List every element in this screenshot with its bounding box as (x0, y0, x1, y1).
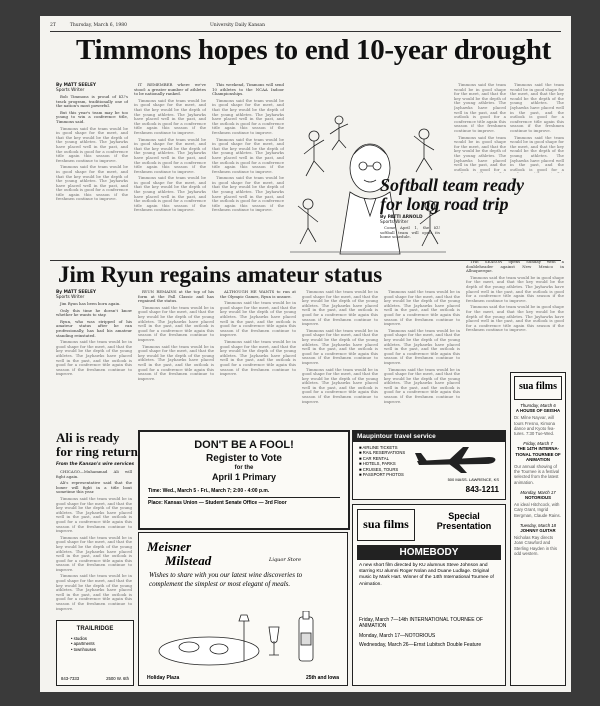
newspaper-page (40, 16, 571, 692)
voter-ad-place: Place: Kansas Union — Student Senate Office — 3rd Floor (148, 497, 340, 506)
ali-byline: From the Kansan's wire services (56, 462, 135, 467)
page-number: 2T (50, 23, 56, 28)
sua-films-sidebar (510, 372, 566, 686)
schedule-item: Monday, March 17—NOTORIOUS (359, 632, 436, 639)
voter-ad-primary: April 1 Primary (211, 472, 277, 482)
homebody-schedule (359, 617, 499, 649)
meisner-name-1: Meisner (147, 539, 192, 554)
ali-headline-2: for ring return (56, 444, 138, 459)
ryun-column-4: Timmons said the team would be in good shape for the meet, and that the key would be the depth of the young athletes. The Jayhawks have placed well in the past, and the outlook is good for a conference title again this season if the freshmen continue to improve. Timmons said the team would be in good shape for the meet, and that the key would be the depth of the young athletes. The Jayhawks have placed well in the past, and the outlook is good for a conference title again this season if the freshmen continue to improve. Timmons said the team would be in good shape for the meet, and that the key would be the depth of the young athletes. The Jayhawks have placed well in the past, and the outlook is good for a conference title again this season if the freshmen continue to improve. (302, 290, 378, 404)
listing-title: THE 14TH INTERNA- (516, 446, 560, 452)
listing-date: Friday, March 7 (523, 441, 553, 447)
listing-date: Tuesday, March 18 (519, 522, 557, 528)
trailridge-item: • townhouses (71, 646, 96, 652)
trailridge-item: • apartments (71, 641, 95, 647)
trailridge-address: 2500 W. 6th (106, 676, 129, 681)
voter-registration-ad (138, 430, 350, 530)
maupintour-address: 500 MASS. LAWRENCE, KS (447, 477, 499, 482)
trailridge-list (71, 636, 133, 652)
softball-headline-1: Softball team ready (380, 175, 524, 195)
ryun-column-5: Timmons said the team would be in good shape for the meet, and that the key would be the depth of the young athletes. The Jayhawks have placed well in the past, and the outlook is good for a conference title again this season if the freshmen continue to improve. Timmons said the team would be in good shape for the meet, and that the key would be the depth of the young athletes. The Jayhawks have placed well in the past, and the outlook is good for a conference title again this season if the freshmen continue to improve. Timmons said the team would be in good shape for the meet, and that the key would be the depth of the young athletes. The Jayhawks have placed well in the past, and the outlook is good for a conference title again this season if the freshmen continue to improve. (384, 290, 460, 404)
listing-note: An ideal Hitchcock, with Cary Grant, Ingrid Bergman, Claude Rains. (514, 502, 561, 518)
maupintour-service: ■ RAIL RESERVATIONS (359, 450, 406, 456)
schedule-item: Wednesday, March 26—Ernst Lubitsch Double Feature (359, 642, 482, 649)
ryun-headline: Jim Ryun regains amateur status (58, 262, 383, 287)
airplane-icon (415, 445, 499, 475)
voter-ad-register: Register to Vote (206, 453, 282, 464)
listing-title: NOTORIOUS (525, 495, 551, 501)
ali-headline-1: Ali is ready (56, 430, 120, 445)
meisner-location-right: 25th and Iowa (305, 675, 339, 681)
sua-sidebar-listings (511, 403, 565, 556)
trailridge-name: TRAILRIDGE (76, 626, 114, 632)
listing-title: A HOUSE OF GEISHA (515, 408, 561, 414)
lead-column-2: IT REMEMBER where we've stood: a greater number of athletes to be nationally ranked. Timmons said the team would be in good shape for the meet, and that the key would be the depth of the young athletes. The Jayhawks have placed well in the past, and the outlook is good for a conference title again this season if the freshmen continue to improve. Timmons said the team would be in good shape for the meet, and that the key would be the depth of the young athletes. The Jayhawks have placed well in the past, and the outlook is good for a conference title again this season if the freshmen continue to improve. Timmons said the team would be in good shape for the meet, and that the key would be the depth of the young athletes. The Jayhawks have placed well in the past, and the outlook is good for a conference title again this season if the freshmen continue to improve. (134, 83, 206, 213)
softball-byline: By PATTI ARNOLD Sports Writer (380, 215, 423, 225)
listing-note: Our annual showing of the Tournee is a festival selected from the latest animation. (514, 464, 560, 485)
sua-homebody-ad (352, 504, 506, 686)
meisner-name-2: Milstead (165, 553, 212, 568)
page-folio (50, 23, 561, 28)
lead-column-1: Bob Timmons is proud of KU's track program, traditionally one of the nation's most powerful. But this year's team may be too young to win a conference title, Timmons said. Timmons said the team would be in good shape for the meet, and that the key would be the depth of the young athletes. The Jayhawks have placed well in the past, and the outlook is good for a conference title again this season if the freshmen continue to improve. Timmons said the team would be in good shape for the meet, and that the key would be the depth of the young athletes. The Jayhawks have placed well in the past, and the outlook is good for a conference title again this season if the freshmen continue to improve. (56, 95, 128, 202)
listing-title: JOHNNY GUITAR (520, 528, 556, 534)
trailridge-phone: 843-7333 (61, 676, 80, 681)
issue-date: Thursday, March 6, 1980 (69, 23, 127, 28)
meisner-subtitle: Liquor Store (269, 557, 302, 563)
ryun-column-1: Jim Ryun has been born again. Only this time he doesn't know whether he wants to stay. Ryun, who was stripped of his amateur status after he ran professionally, has had his amateur standing reinstated. Timmons said the team would be in good shape for the meet, and that the key would be the depth of the young athletes. The Jayhawks have placed well in the past, and the outlook is good for a conference title again this season if the freshmen continue to improve. (56, 302, 132, 377)
meisner-message: Wishes to share with you our latest wine discoveries to complement the simplest or most elegant of meals. (149, 571, 303, 588)
sua-logo: sua films (357, 509, 415, 541)
meisner-milstead-ad (138, 532, 348, 686)
maupintour-service: ■ CAR RENTAL (359, 455, 389, 461)
listing-note: Dr. Milne Nayvar, will tours Fresno, Kimona dance and Kyoto fea-tures. 7:30 Tue-Wed. (514, 415, 556, 437)
listing-date: Thursday, March 6 (520, 403, 556, 408)
trailridge-contact (61, 676, 129, 681)
voter-ad-headline: DON'T BE A FOOL! (194, 439, 294, 451)
softball-continued-column: THE SEASON opens Sunday with a doubleheader against New Mexico in Albuquerque. Timmons said the team would be in good shape for the meet, and that the key would be the depth of the young athletes. The Jayhawks have placed well in the past, and the outlook is good for a conference title again this season if the freshmen continue to improve. Timmons said the team would be in good shape for the meet, and that the key would be the depth of the young athletes. The Jayhawks have placed well in the past, and the outlook is good for a conference title again this season if the freshmen continue to improve. (466, 260, 564, 333)
ryun-column-2: RYUN REMAINS at the top of his form at the Fall Classic and has regained the status. Timmons said the team would be in good shape for the meet, and that the key would be the depth of the young athletes. The Jayhawks have placed well in the past, and the outlook is good for a conference title again this season if the freshmen continue to improve. Timmons said the team would be in good shape for the meet, and that the key would be the depth of the young athletes. The Jayhawks have placed well in the past, and the outlook is good for a conference title again this season if the freshmen continue to improve. (138, 290, 214, 381)
homebody-title: HOMEBODY (357, 545, 501, 560)
trailridge-ad (56, 620, 134, 686)
special-presentation: Special Presentation (436, 511, 492, 531)
softball-pre-column-2: Timmons said the team would be in good shape for the meet, and that the key would be the depth of the young athletes. The Jayhawks have placed well in the past, and the outlook is good for a conference title again this season if the freshmen continue to improve. Timmons said the team would be in good shape for the meet, and that the key would be the depth of the young athletes. The Jayhawks have placed well in the past, and the outlook is good for a (510, 83, 564, 172)
homebody-description: A new short film directed by KU alumnus Steve Johnson and starring KU alumni Roger Nolan and Duane Ludlage. Original music by Mark Hart. Winner of the 14th International Tournee of Animation. (359, 563, 494, 587)
lead-byline: By MATT SEELEY Sports Writer (56, 83, 97, 93)
softball-lead-paragraph: Come April 1, the KU softball team will open its home schedule. (380, 226, 440, 240)
maupintour-name: Maupintour travel service (353, 431, 505, 442)
schedule-item: Friday, March 7—14th INTERNATIONAL TOURNEE OF ANIMATION (359, 617, 483, 630)
paper-name: University Daily Kansan (210, 23, 265, 28)
maupintour-service: ■ CRUISES, TOURS (359, 466, 399, 472)
maupintour-service: ■ PASSPORT PHOTOS (359, 472, 404, 478)
listing-note: Nicholas Ray directs Joan Crawford and Sterling Hayden in this odd western. (514, 535, 557, 556)
listing-title: ANIMATION (525, 456, 551, 462)
lead-headline: Timmons hopes to end 10-year drought (76, 34, 552, 66)
voter-ad-time: Time: Wed., March 5 - Fri., March 7; 2:00 - 4:00 p.m. (148, 488, 270, 494)
meisner-location-left: Holiday Plaza (147, 675, 180, 681)
listing-title: TIONAL TOURNEE OF (515, 451, 561, 457)
softball-pre-column-1: Timmons said the team would be in good shape for the meet, and that the key would be the depth of the young athletes. The Jayhawks have placed well in the past, and the outlook is good for a conference title again this season if the freshmen continue to improve. Timmons said the team would be in good shape for the meet, and that the key would be the depth of the young athletes. The Jayhawks have placed well in the past, and the outlook is good for a (454, 83, 506, 172)
listing-date: Monday, March 17 (520, 489, 556, 495)
trailridge-item: • studios (71, 636, 87, 641)
softball-headline-2: for long road trip (380, 194, 509, 214)
ali-column: CHICAGO—Muhammad Ali will fight again. Ali's representative said that the boxer will fight in a title bout sometime this year. Timmons said the team would be in good shape for the meet, and that the key would be the depth of the young athletes. The Jayhawks have placed well in the past, and the outlook is good for a conference title again this season if the freshmen continue to improve. Timmons said the team would be in good shape for the meet, and that the key would be the depth of the young athletes. The Jayhawks have placed well in the past, and the outlook is good for a conference title again this season if the freshmen continue to improve. Timmons said the team would be in good shape for the meet, and that the key would be the depth of the young athletes. The Jayhawks have placed well in the past, and the outlook is good for a conference title again this season if the freshmen continue to improve. (56, 470, 132, 611)
ryun-column-3: ALTHOUGH HE WANTS to run at the Olympic Games, Ryun is unsure. Timmons said the team would be in good shape for the meet, and that the key would be the depth of the young athletes. The Jayhawks have placed well in the past, and the outlook is good for a conference title again this season if the freshmen continue to improve. Timmons said the team would be in good shape for the meet, and that the key would be the depth of the young athletes. The Jayhawks have placed well in the past, and the outlook is good for a conference title again this season if the freshmen continue to improve. (220, 290, 296, 377)
maupintour-services (359, 445, 405, 477)
wine-illustration (149, 611, 337, 669)
folio-rule (50, 31, 561, 32)
lead-column-3: This weekend, Timmons will send 10 athletes to the NCAA Indoor Championships. Timmons said the team would be in good shape for the meet, and that the key would be the depth of the young athletes. The Jayhawks have placed well in the past, and the outlook is good for a conference title again this season if the freshmen continue to improve. Timmons said the team would be in good shape for the meet, and that the key would be the depth of the young athletes. The Jayhawks have placed well in the past, and the outlook is good for a conference title again this season if the freshmen continue to improve. Timmons said the team would be in good shape for the meet, and that the key would be the depth of the young athletes. The Jayhawks have placed well in the past, and the outlook is good for a conference title again this season if the freshmen continue to improve. (212, 83, 284, 213)
ryun-byline: By MATT SEELEY Sports Writer (56, 290, 97, 300)
maupintour-ad (352, 430, 506, 500)
maupintour-phone: 843-1211 (465, 485, 499, 494)
sua-sidebar-logo: sua films (514, 376, 562, 400)
maupintour-service: ■ HOTELS, PARKS (359, 461, 396, 467)
maupintour-service: ■ AIRLINE TICKETS (359, 445, 398, 450)
voter-ad-for-the: for the (234, 465, 254, 471)
